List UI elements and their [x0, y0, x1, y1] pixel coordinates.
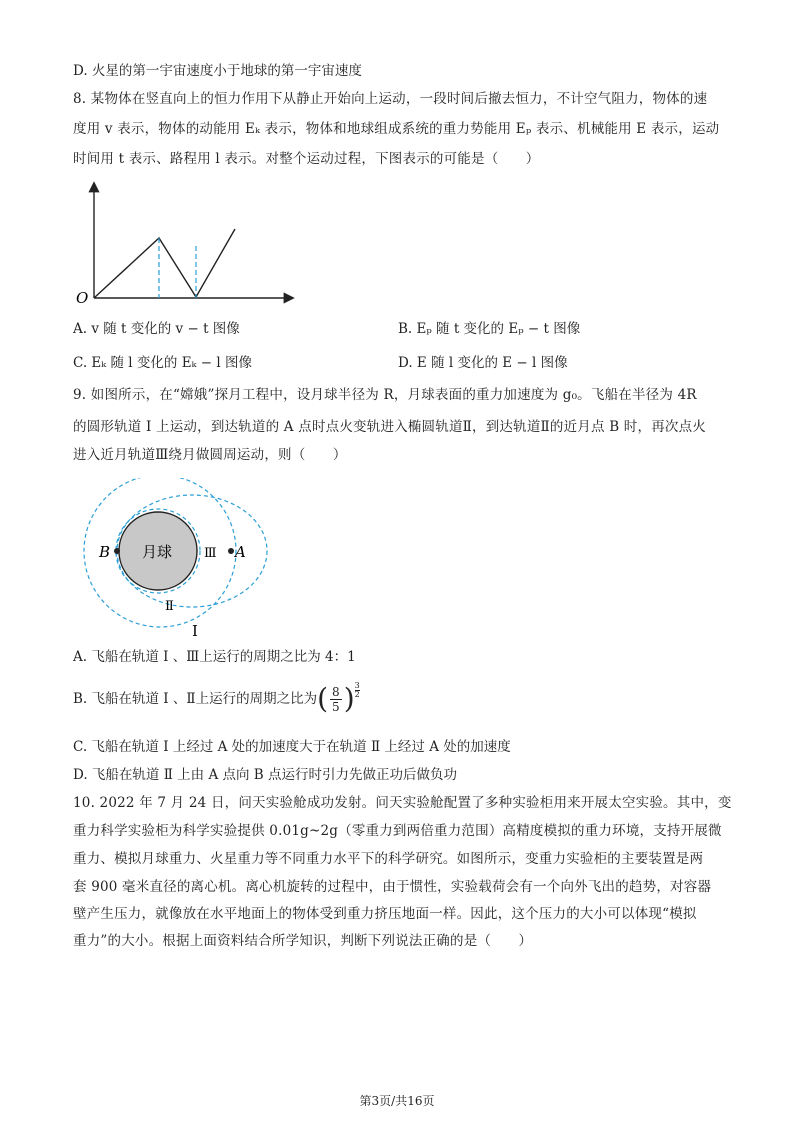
q10-stem-line2: 重力科学实验柜为科学实验提供 0.01g~2g（零重力到两倍重力范围）高精度模拟的重力环境，支持开展微 [73, 823, 722, 839]
q9-stem-line1: 9. 如图所示，在“嫦娥”探月工程中，设月球半径为 R，月球表面的重力加速度为 g₀。飞船在半径为 4R [73, 387, 697, 403]
prev-option-d: D. 火星的第一宇宙速度小于地球的第一宇宙速度 [73, 63, 362, 79]
q10-stem-line4: 套 900 毫米直径的离心机。离心机旋转的过程中，由于惯性，实验载荷会有一个向外飞出的趋势，对容器 [73, 879, 712, 895]
q9-option-b-exponent [355, 682, 360, 699]
q10-stem-line1: 10. 2022 年 7 月 24 日，问天实验舱成功发射。问天实验舱配置了多种实验柜用来开展太空实验。其中，变 [73, 795, 732, 811]
q9-option-a: A. 飞船在轨道 Ⅰ 、Ⅲ上运行的周期之比为 4：1 [73, 649, 356, 665]
q10-stem-line5: 壁产生压力，就像放在水平地面上的物体受到重力挤压地面一样。因此，这个压力的大小可以体现“模拟 [73, 906, 697, 922]
q9-option-b-open-paren: ( [317, 682, 329, 715]
q8-graph [70, 178, 300, 310]
orbit-2-label: Ⅱ [165, 599, 174, 614]
q8-option-d: D. E 随 l 变化的 E − l 图像 [398, 355, 568, 371]
q9-option-d: D. 飞船在轨道 Ⅱ 上由 A 点向 B 点运行时引力先做正功后做负功 [73, 767, 458, 783]
q9-option-b-fraction [330, 685, 342, 714]
point-a-label: A [235, 543, 246, 561]
q9-option-c: C. 飞船在轨道 Ⅰ 上经过 A 处的加速度大于在轨道 Ⅱ 上经过 A 处的加速度 [73, 739, 511, 755]
orbit-1-label: Ⅰ [192, 622, 198, 640]
q8-graph-curve [94, 229, 235, 298]
page-footer: 第3页/共16页 [359, 1094, 435, 1108]
q9-stem-line2: 的圆形轨道 Ⅰ 上运动，到达轨道的 A 点时点火变轨进入椭圆轨道Ⅱ，到达轨道Ⅱ的近月点 B 时，再次点火 [73, 419, 707, 435]
q8-option-c: C. Eₖ 随 l 变化的 Eₖ − l 图像 [73, 355, 252, 371]
q8-origin-label: O [76, 289, 89, 307]
q9-orbit-diagram [70, 478, 270, 640]
q9-stem-line3: 进入近月轨道Ⅲ绕月做圆周运动，则（ ） [73, 447, 347, 463]
orbit-3-label: Ⅲ [204, 546, 217, 561]
point-a-dot [228, 548, 234, 554]
q8-option-b: B. Eₚ 随 t 变化的 Eₚ − t 图像 [398, 321, 581, 337]
q9-option-b-numerator: 8 [332, 684, 340, 699]
q8-option-a: A. v 随 t 变化的 v − t 图像 [73, 321, 240, 337]
q9-option-b-denominator: 5 [332, 699, 340, 714]
q10-stem-line3: 重力、模拟月球重力、火星重力等不同重力水平下的科学研究。如图所示，变重力实验柜的主要装置是两 [73, 851, 704, 867]
q8-stem-line1: 8. 某物体在竖直向上的恒力作用下从静止开始向上运动，一段时间后撤去恒力，不计空气阻力，物体的速 [73, 91, 708, 107]
q8-stem-line2: 度用 v 表示，物体的动能用 Eₖ 表示，物体和地球组成系统的重力势能用 Eₚ 表示、机械能用 E 表示，运动 [73, 121, 720, 137]
moon-label: 月球 [142, 543, 173, 561]
q9-option-b [73, 679, 360, 719]
q8-stem-line3: 时间用 t 表示、路程用 l 表示。对整个运动过程，下图表示的可能是（ ） [73, 151, 540, 167]
point-b-label: B [99, 543, 111, 561]
q9-option-b-text: B. 飞船在轨道 Ⅰ 、Ⅱ上运行的周期之比为 [73, 691, 318, 707]
q9-option-b-exp-den: 2 [354, 689, 360, 699]
q10-stem-line6: 重力”的大小。根据上面资料结合所学知识，判断下列说法正确的是（ ） [73, 933, 533, 949]
q9-option-b-exp-num: 3 [354, 680, 360, 690]
point-b-dot [114, 548, 120, 554]
q9-option-b-close-paren: ) [343, 682, 355, 715]
